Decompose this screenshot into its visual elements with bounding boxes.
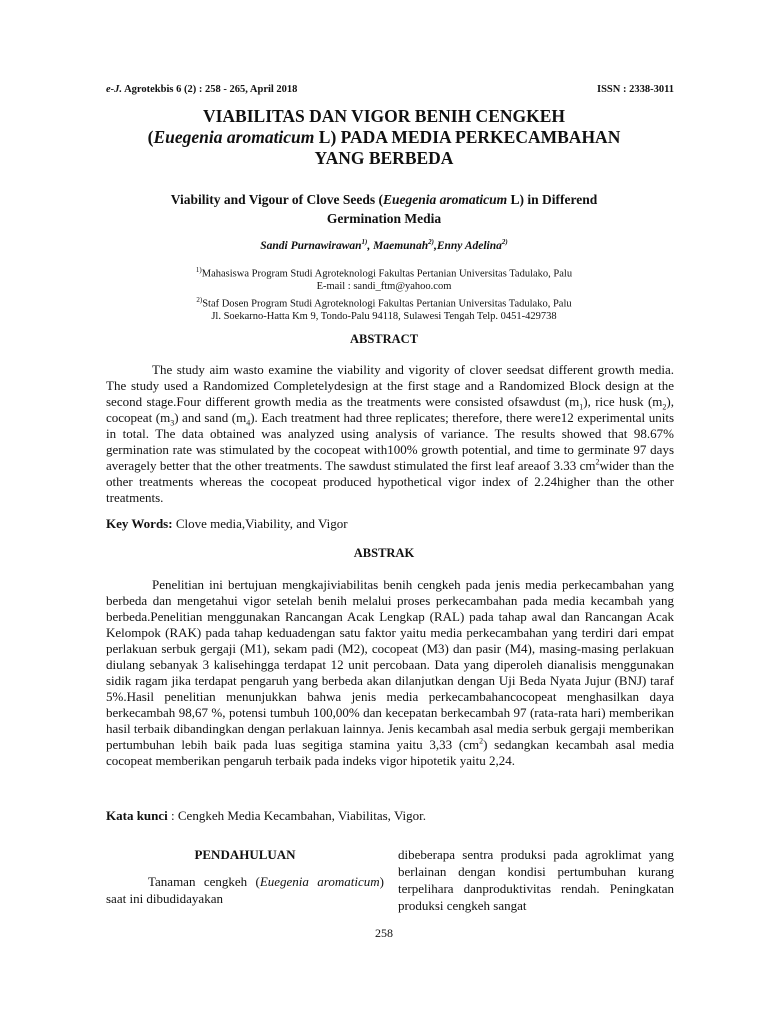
kata-kunci: Kata kunci : Cengkeh Media Kecambahan, Viabilitas, Vigor.	[106, 808, 427, 823]
right-column-text: dibeberapa sentra produksi pada agroklimat yang berlainan dengan kondisi pertumbuhan kurang terpelihara danproduktivitas rendah. Peningkatan produksi cengkeh sangat	[398, 847, 674, 913]
issn: ISSN : 2338-3011	[596, 84, 674, 95]
affiliation-2: $^{2)}$Staf Dosen Program Studi Agroteknologi Fakultas Pertanian Universitas Tadulako, Palu	[196, 295, 572, 309]
journal-citation: e-J. Agrotekbis 6 (2) : 258 - 265, April 2018	[106, 84, 298, 95]
affiliation-address: Jl. Soekarno-Hatta Km 9, Tondo-Palu 94118, Sulawesi Tengah Telp. 0451-429738	[211, 310, 557, 322]
abstrak-heading: ABSTRAK	[353, 546, 415, 560]
paper-title: VIABILITAS DAN VIGOR BENIH CENGKEH (Euegenia aromaticum L) PADA MEDIA PERKECAMBAHAN YANG BERBEDA	[147, 106, 621, 168]
author-email: E-mail : sandi_ftm@yahoo.com	[316, 281, 452, 292]
abstract-heading: ABSTRACT	[349, 332, 419, 346]
page-number: 258	[375, 926, 393, 940]
keywords: Key Words: Clove media,Viability, and Vigor	[106, 516, 348, 531]
right-column	[398, 846, 674, 914]
affiliation-1: $^{1)}$Mahasiswa Program Studi Agroteknologi Fakultas Pertanian Universitas Tadulako, Palu	[195, 266, 573, 280]
paper-subtitle: Viability and Vigour of Clove Seeds (Euegenia aromaticum L) in Differend Germination Media	[170, 192, 598, 226]
left-column	[106, 846, 384, 907]
abstrak-body: Penelitian ini bertujuan mengkajiviabilitas benih cengkeh pada jenis media perkecambahan yang berbeda dan mengetahui vigor setelah benih melalui proses perkecambahan pada media kecambah yang berbeda.Penelitian menggunakan Rancangan Acak Lengkap (RAL) pada tahap awal dan Rancangan Acak Kelompok (RAK) pada tahap keduadengan satu faktor yaitu media perkecambahan yang terdiri dari empat perlakuan serbuk gergaji (M1), sekam padi (M2), cocopeat (M3) dan pasir (M4), masing-masing perlakuan diulang sebanyak 3 kalisehingga terdapat 12 unit percobaan. Data yang diperoleh dianalisis menggunakan sidik ragam jika terdapat pengaruh yang berbeda akan dilanjutkan dengan Uji Beda Nyata Jujur (BNJ) taraf 5%.Hasil penelitian menunjukkan bahwa jenis media perkecambahancocopeat menghasilkan daya berkecambah 98,67 %, potensi tumbuh 100,00% dan kecepatan berkecambah 97 (rata-rata hari) memberikan hasil terbaik dibandingkan dengan perlakuan lainnya. Jenis kecambah asal media serbuk gergaji memberikan pertumbuhan lebih baik pada luas segitiga stamina yaitu 3,33 $(cm^2)$ sedangkan kecambah asal media cocopeat memberikan pengaruh terbaik pada indeks vigor hipotetik yaitu 2,24.	[106, 577, 674, 768]
pendahuluan-text: Tanaman cengkeh (Euegenia aromaticum) saat ini dibudidayakan	[106, 874, 384, 906]
affiliations	[80, 264, 688, 323]
abstract-body: The study aim wasto examine the viability and vigority of clover seedsat different growth media. The study used a Randomized Completelydesign at the first stage and a Randomized Block design at the second stage.Four different growth media as the treatments were consisted ofsawdust $(m_1)$, rice husk $(m_2)$, cocopeat $(m_3)$ and sand $(m_4)$. Each treatment had three replicates; therefore, there were12 experimental units in total. The data obtained was analyzed using analysis of variance. The results showed that 98.67% germination rate was stimulated by the cocopeat with100% growth potential, and time to germinate 97 days averagely better that the other treatments. The sawdust stimulated the first leaf areaof 3.33 $cm^2wider$ than the other treatments whereas the cocopeat produced hypothetical vigor index of 2.24higher than the other treatments.	[106, 362, 674, 505]
author-list: Sandi Purnawirawan$^{1)}$, Maemunah$^{2)}$,Enny Adelina$^{2)}$	[260, 238, 508, 252]
journal-header	[106, 84, 674, 95]
pendahuluan-heading: PENDAHULUAN	[194, 847, 296, 862]
